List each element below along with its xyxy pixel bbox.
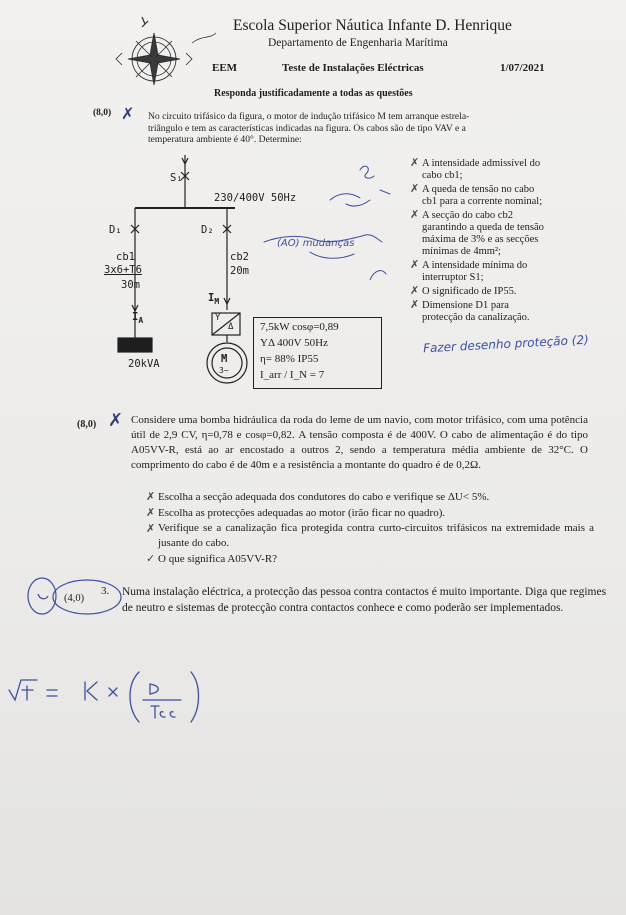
q1-intro: [148, 111, 563, 146]
q2-statement: Considere uma bomba hidráulica da roda do leme de um navio, com motor trifásico, com uma potência útil de 2,9 CV, η=0,78 e cosφ=0,82. A tensão composta é de 400V. O cabo de alimentação é do tipo A05VV-R, está ao ar encostado a outros 2, sendo a temperatura média ambiente de 32°C. O comprimento do cabo é de 40m e a resistência a montante do quadro é de 0,2Ω.: [131, 414, 588, 471]
instructions: Responda justificadamente a todas as questões: [214, 88, 413, 99]
q3-statement: Numa instalação eléctrica, a protecção das pessoa contra contactos é muito importante. Diga que regimes de neutro e sistemas de protecção contra contactos conhece e como poderão ser implementados.: [122, 586, 607, 614]
q1-intro-line: No circuito trifásico da figura, o motor de indução trifásico M tem arranque estrela-: [148, 111, 470, 122]
q1-item-d: ✗ A intensidade mínima do interruptor S1;: [410, 259, 575, 284]
q1-item-text: A intensidade admissível do: [422, 158, 541, 169]
d1-label: D₁: [109, 224, 122, 236]
q1-points: (8,0): [93, 108, 112, 118]
q1-item-text: protecção da canalização.: [422, 312, 530, 323]
q1-item-a: ✗ A intensidade admissível do cabo cb1;: [410, 157, 575, 182]
q1-item-f: ✗ Dimensione D1 para protecção da canalização.: [410, 299, 575, 324]
ia-label: [132, 311, 143, 325]
im-label: [208, 292, 219, 306]
q1-item-text: cb1 para a corrente nominal;: [422, 196, 543, 207]
q1-item-text: garantindo a queda de tensão: [422, 222, 544, 233]
compass-rose-logo: [112, 13, 222, 91]
cb1-spec-label: 3x6+T6: [104, 264, 142, 276]
spec-line: η= 88% IP55: [260, 353, 319, 365]
exam-title: Teste de Instalações Eléctricas: [282, 62, 424, 74]
im-subscript: M: [214, 297, 220, 307]
ia-subscript: A: [138, 316, 144, 326]
q2-item-text: Escolha as protecções adequadas ao motor (irão ficar no quadro).: [158, 507, 446, 519]
handwritten-formula: [5, 660, 205, 740]
q1-item-text: A secção do cabo cb2: [422, 210, 513, 221]
cb1-length-label: 30m: [121, 279, 140, 291]
handwritten-formula-text: [8, 742, 15, 743]
q1-item-c: ✗ A secção do cabo cb2 garantindo a queda de tensão máxima de 3% e as secções mínimas de 4mm²;: [410, 209, 575, 258]
q1-item-text: máxima de 3% e as secções: [422, 234, 539, 245]
q1-intro-line: temperatura ambiente é 40°. Determine:: [148, 134, 302, 145]
ia-symbol: I: [132, 311, 139, 323]
q1-item-text: A intensidade mínima do: [422, 260, 528, 271]
starter-delta-label: Δ: [228, 322, 234, 332]
s1-label: S₁: [170, 172, 183, 184]
busbar-voltage-label: 230/400V 50Hz: [214, 192, 297, 204]
load-label: 20kVA: [128, 358, 160, 370]
q2-cross-mark: ✗: [108, 410, 124, 431]
school-name: Escola Superior Náutica Infante D. Henrique: [233, 17, 512, 34]
q1-item-text: Dimensione D1 para: [422, 300, 509, 311]
q2-item-text: Escolha a secção adequada dos condutores do cabo e verifique se ΔU< 5%.: [158, 491, 490, 503]
q1-cross-mark: ✗: [121, 104, 135, 123]
handwritten-note-mid: (AO) mudanças: [277, 238, 355, 249]
q2-item-c: ✗ Verifique se a canalização fica protegida contra curto-circuitos trifásicos na extremidade mais a jusante do cabo.: [146, 522, 594, 549]
department-name: Departamento de Engenharia Marítima: [268, 37, 448, 49]
q2-item-d: ✓ O que significa A05VV-R?: [146, 552, 278, 565]
spec-line: 7,5kW cosφ=0,89: [260, 321, 339, 333]
q2-item-a: ✗ Escolha a secção adequada dos condutores do cabo e verifique se ΔU< 5%.: [146, 490, 490, 503]
q3-number: 3.: [101, 585, 110, 597]
d2-label: D₂: [201, 224, 214, 236]
motor-phase-label: 3~: [219, 366, 229, 375]
course-code: EEM: [212, 62, 238, 74]
cb2-label: cb2: [230, 251, 249, 263]
q1-item-e: ✗ O significado de IP55.: [410, 284, 517, 297]
cb1-label: cb1: [116, 251, 135, 263]
motor-specs-box: [253, 317, 382, 389]
q1-item-text: A queda de tensão no cabo: [422, 184, 535, 195]
exam-date: 1/07/2021: [500, 62, 545, 74]
q2-item-text: O que significa A05VV-R?: [158, 553, 278, 565]
q1-item-text: interruptor S1;: [422, 272, 484, 283]
spec-line: YΔ 400V 50Hz: [260, 337, 328, 349]
q1-item-text: O significado de IP55.: [422, 286, 517, 297]
starter-y-label: Y: [215, 313, 221, 323]
spec-line: I_arr / I_N = 7: [260, 369, 325, 381]
motor-label: M: [221, 353, 228, 365]
q1-item-b: ✗ A queda de tensão no cabo cb1 para a corrente nominal;: [410, 183, 575, 208]
q2-item-text: Verifique se a canalização fica protegida contra curto-circuitos trifásicos na extremidade mais a jusante do cabo.: [158, 522, 594, 549]
q3-points: (4,0): [64, 593, 85, 604]
q2-points: (8,0): [77, 419, 97, 430]
cb2-length-label: 20m: [230, 265, 249, 277]
q2-item-b: ✗ Escolha as protecções adequadas ao motor (irão ficar no quadro).: [146, 506, 446, 519]
q1-items: [410, 157, 575, 324]
q1-item-text: cabo cb1;: [422, 170, 463, 181]
handwritten-note-right: Fazer desenho proteção (2): [422, 332, 590, 356]
q2-items: [146, 489, 594, 567]
im-symbol: I: [208, 292, 215, 304]
handwritten-scribbles: [250, 160, 420, 280]
q1-item-text: mínimas de 4mm²;: [422, 246, 501, 257]
q1-intro-line: triângulo e tem as características indicadas na figura. Os cabos são de tipo VAV e a: [148, 122, 466, 134]
